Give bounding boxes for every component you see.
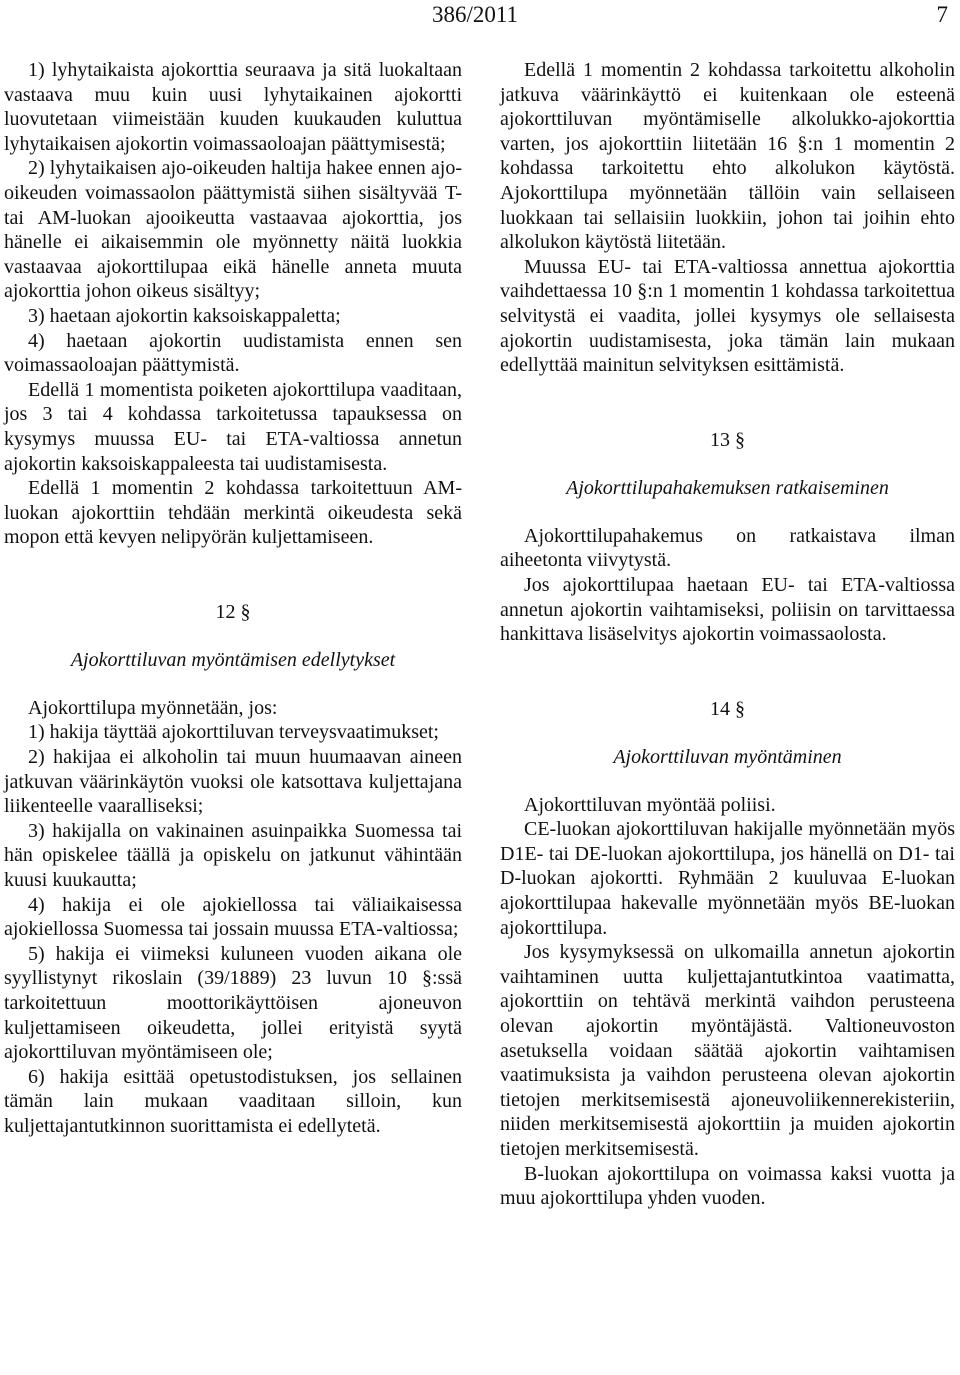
- paragraph: Edellä 1 momentista poiketen ajokorttilupa vaaditaan, jos 3 tai 4 kohdassa tarkoitetussa tapauksessa on kysymys muussa EU- tai ETA-valtiossa annetun ajokortin kaksoiskappaleesta tai uudistamisesta.: [4, 378, 462, 475]
- right-column: [500, 58, 955, 1211]
- paragraph: Muussa EU- tai ETA-valtiossa annettua ajokorttia vaihdettaessa 10 §:n 1 momentin 1 kohdassa tarkoitettua selvitystä ei vaadita, jollei kysymys ole sellaisesta ajokortin uudistamisesta, joka tämän lain mukaan edellyttää mainitun selvityksen esittämistä.: [500, 255, 955, 377]
- list-item: 5) hakija ei viimeksi kuluneen vuoden aikana ole syyllistynyt rikoslain (39/1889) 23 luvun 10 §:ssä tarkoitettuun moottorikäyttöisen ajoneuvon kuljettamiseen oikeudetta, jollei erityistä syytä ajokorttiluvan myöntämiseen ole;: [4, 942, 462, 1064]
- paragraph: B-luokan ajokorttilupa on voimassa kaksi vuotta ja muu ajokorttilupa yhden vuoden.: [500, 1162, 955, 1210]
- section-13-title: Ajokorttilupahakemuksen ratkaiseminen: [566, 476, 889, 499]
- paragraph: Edellä 1 momentin 2 kohdassa tarkoitettu alkoholin jatkuva väärinkäyttö ei kuitenkaan ole esteenä ajokorttiluvan myöntämiselle alkolukko-ajokorttia varten, jos ajokorttiin liitetään 16 §:n 1 momentin 2 kohdassa tarkoitettu ehto alkolukon käytöstä. Ajokorttilupa myönnetään tällöin vain sellaiseen luokkaan tai sellaisiin luokkiin, johon tai joihin ehto alkolukon käytöstä liitetään.: [500, 59, 955, 254]
- left-column: [4, 58, 462, 1139]
- paragraph: Ajokorttilupahakemus on ratkaistava ilman aiheetonta viivytystä.: [500, 524, 955, 572]
- paragraph: Ajokorttilupa myönnetään, jos:: [28, 696, 278, 719]
- paragraph: 1) lyhytaikaista ajokorttia seuraava ja sitä luokaltaan vastaava muu kuin uusi lyhytaikainen ajokortti luovutetaan viimeistään kuuden kuukauden kuluttua lyhytaikaisen ajokortin voimassaoloajan päättymisestä;: [4, 59, 462, 155]
- section-12-number: 12 §: [215, 600, 251, 623]
- paragraph: Jos kysymyksessä on ulkomailla annetun ajokortin vaihtaminen uutta kuljettajantutkintoa vaatimatta, ajokorttiin on tehtävä merkintä vaihdon perusteena olevan ajokortin myöntäjästä. Valtioneuvoston asetuksella voidaan säätää ajokortin vaihtamisen vaatimuksista ja vaihdon perusteena olevan ajokortin tietojen merkitsemisestä ajoneuvoliikennerekisteriin, niiden merkitsemisestä ajokorttiin ja muiden ajokortin tietojen merkitsemisestä.: [500, 941, 955, 1160]
- section-14-number: 14 §: [710, 697, 745, 720]
- paragraph: Ajokorttiluvan myöntää poliisi.: [524, 793, 776, 816]
- page-number: 7: [936, 2, 948, 27]
- publication-number: 386/2011: [432, 2, 519, 27]
- paragraph: 2) lyhytaikaisen ajo-oikeuden haltija hakee ennen ajo-oikeuden voimassaolon päättymistä siihen sisältyvää T- tai AM-luokan ajooikeutta vastaavaa ajokorttia, jos hänelle ei aikaisemmin ole myönnetty näitä luokkia vastaavaa ajokorttilupaa eikä hänelle anneta muuta ajokorttia johon oikeus sisältyy;: [4, 157, 462, 303]
- list-item: 1) hakija täyttää ajokorttiluvan terveysvaatimukset;: [28, 721, 439, 744]
- paragraph: CE-luokan ajokorttiluvan hakijalle myönnetään myös D1E- tai DE-luokan ajokorttilupa, jos hänellä on D1- tai D-luokan ajokortti. Ryhmään 2 kuuluvaa E-luokan ajokorttilupaa hakevalle myönnetään myös BE-luokan ajokorttilupa.: [500, 818, 955, 939]
- list-item: 4) hakija ei ole ajokiellossa tai väliaikaisessa ajokiellossa Suomessa tai jossain muussa ETA-valtiossa;: [4, 893, 462, 941]
- page-header: [0, 0, 960, 40]
- section-14-title: Ajokorttiluvan myöntäminen: [613, 745, 842, 768]
- list-item: 3) hakijalla on vakinainen asuinpaikka Suomessa tai hän opiskelee täällä ja opiskelu on jatkunut vähintään kuusi kuukautta;: [4, 819, 462, 892]
- paragraph: Edellä 1 momentin 2 kohdassa tarkoitettuun AM-luokan ajokorttiin tehdään merkintä oikeudesta sekä mopon että kevyen nelipyörän kuljettamiseen.: [4, 477, 462, 549]
- list-item: 2) hakijaa ei alkoholin tai muun huumaavan aineen jatkuvan väärinkäytön vuoksi ole katsottava kuljettajana liikenteelle vaaralliseksi;: [4, 746, 462, 818]
- section-12-title: Ajokorttiluvan myöntämisen edellytykset: [70, 648, 396, 671]
- paragraph: Jos ajokorttilupaa haetaan EU- tai ETA-valtiossa annetun ajokortin vaihtamiseksi, poliisin on tarvittaessa hankittava lisäselvitys ajokortin voimassaolosta.: [500, 573, 955, 646]
- paragraph: 4) haetaan ajokortin uudistamista ennen sen voimassaoloajan päättymistä.: [4, 329, 462, 377]
- paragraph: 3) haetaan ajokortin kaksoiskappaletta;: [28, 304, 341, 327]
- list-item: 6) hakija esittää opetustodistuksen, jos sellainen tämän lain mukaan vaaditaan silloin, kun kuljettajantutkinnon suorittamista ei edellytetä.: [4, 1065, 462, 1137]
- section-13-number: 13 §: [710, 428, 745, 451]
